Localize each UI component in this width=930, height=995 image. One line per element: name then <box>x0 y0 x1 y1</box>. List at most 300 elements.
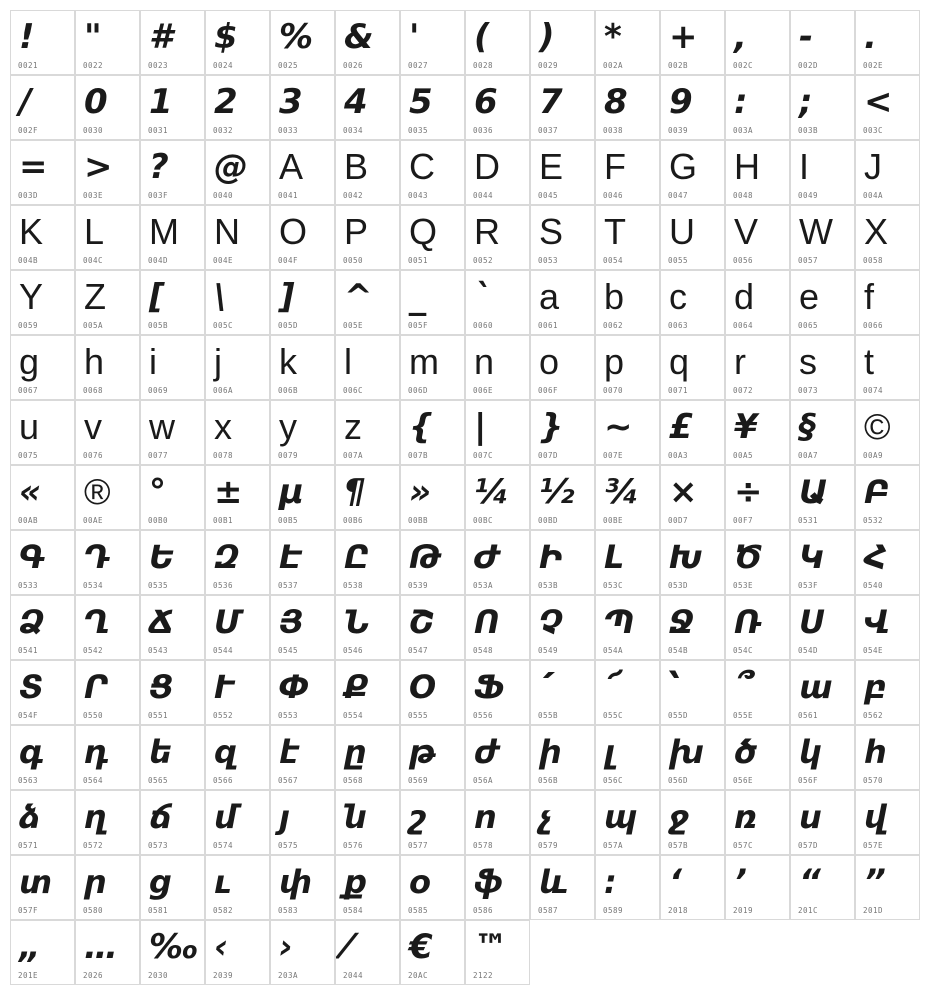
glyph-codepoint: 053A <box>473 581 494 590</box>
glyph-cell <box>595 140 660 205</box>
glyph-char: Վ <box>864 603 890 641</box>
glyph-char: ^ <box>344 277 373 317</box>
glyph-codepoint: 20AC <box>408 971 429 980</box>
glyph-codepoint: 056C <box>603 776 624 785</box>
glyph-cell <box>855 465 920 530</box>
glyph-cell <box>465 75 530 140</box>
glyph-codepoint: 0536 <box>213 581 234 590</box>
glyph-char: D <box>474 146 500 187</box>
glyph-cell <box>10 335 75 400</box>
glyph-codepoint: 0555 <box>408 711 429 720</box>
glyph-char: Զ <box>214 538 241 576</box>
glyph-cell <box>725 530 790 595</box>
glyph-cell <box>335 140 400 205</box>
glyph-cell <box>465 465 530 530</box>
glyph-char: Բ <box>864 473 890 511</box>
glyph-cell <box>335 725 400 790</box>
glyph-char: ® <box>84 471 111 512</box>
glyph-codepoint: 007E <box>603 451 624 460</box>
glyph-char: պ <box>604 798 638 836</box>
glyph-cell <box>270 465 335 530</box>
glyph-codepoint: 0061 <box>538 321 559 330</box>
glyph-char: ! <box>19 17 35 57</box>
glyph-char: s <box>799 341 817 382</box>
glyph-char: ՞ <box>734 668 751 706</box>
glyph-cell <box>725 660 790 725</box>
glyph-cell <box>75 595 140 660</box>
glyph-codepoint: 0041 <box>278 191 299 200</box>
glyph-cell <box>10 855 75 920</box>
glyph-codepoint: 0563 <box>18 776 39 785</box>
glyph-char: U <box>669 211 695 252</box>
glyph-cell <box>790 205 855 270</box>
glyph-cell <box>465 790 530 855</box>
glyph-codepoint: 0063 <box>668 321 689 330</box>
glyph-codepoint: 0574 <box>213 841 234 850</box>
glyph-char: c <box>669 276 687 317</box>
glyph-char: ա <box>799 668 833 706</box>
glyph-cell <box>400 205 465 270</box>
glyph-cell <box>205 790 270 855</box>
glyph-char: h <box>84 341 105 382</box>
glyph-cell <box>140 205 205 270</box>
glyph-char: Ց <box>149 668 174 706</box>
glyph-cell <box>725 205 790 270</box>
glyph-char: օ <box>409 863 432 901</box>
glyph-cell <box>660 660 725 725</box>
glyph-codepoint: 0051 <box>408 256 429 265</box>
glyph-char: Փ <box>279 668 309 706</box>
glyph-char: ¼ <box>474 472 510 512</box>
glyph-codepoint: 0564 <box>83 776 104 785</box>
glyph-codepoint: 2030 <box>148 971 169 980</box>
glyph-cell <box>530 725 595 790</box>
glyph-codepoint: 0587 <box>538 906 559 915</box>
glyph-grid <box>10 10 920 985</box>
glyph-cell <box>140 660 205 725</box>
glyph-cell <box>205 595 270 660</box>
glyph-codepoint: 0539 <box>408 581 429 590</box>
glyph-cell <box>10 400 75 465</box>
glyph-cell <box>725 595 790 660</box>
glyph-cell <box>335 660 400 725</box>
glyph-char: j <box>214 341 222 382</box>
glyph-char: [ <box>149 277 165 317</box>
glyph-codepoint: 0531 <box>798 516 819 525</box>
glyph-char: Ձ <box>19 603 45 641</box>
glyph-codepoint: 0059 <box>18 321 39 330</box>
glyph-char: ` <box>474 277 491 317</box>
glyph-char: ¾ <box>604 472 640 512</box>
glyph-char: i <box>149 341 157 382</box>
glyph-char: J <box>864 146 882 187</box>
glyph-cell <box>10 660 75 725</box>
glyph-char: Չ <box>539 603 564 641</box>
glyph-char: b <box>604 276 625 317</box>
glyph-codepoint: 00B1 <box>213 516 234 525</box>
glyph-codepoint: 0037 <box>538 126 559 135</box>
glyph-codepoint: 0062 <box>603 321 624 330</box>
glyph-codepoint: 0030 <box>83 126 104 135</box>
glyph-cell <box>75 270 140 335</box>
glyph-char: µ <box>279 472 305 512</box>
glyph-char: ս <box>799 798 822 836</box>
glyph-char: ; <box>799 82 813 122</box>
glyph-cell <box>75 855 140 920</box>
glyph-char: Ժ <box>474 538 500 576</box>
glyph-char: է <box>279 733 300 771</box>
glyph-codepoint: 004F <box>278 256 299 265</box>
glyph-char: գ <box>19 733 45 771</box>
glyph-cell <box>660 400 725 465</box>
glyph-codepoint: 004C <box>83 256 104 265</box>
glyph-char: , <box>734 17 747 57</box>
glyph-char: Յ <box>279 603 304 641</box>
glyph-cell <box>75 205 140 270</box>
glyph-cell <box>400 270 465 335</box>
glyph-cell <box>400 920 465 985</box>
glyph-codepoint: 0032 <box>213 126 234 135</box>
glyph-cell <box>725 725 790 790</box>
glyph-cell <box>595 75 660 140</box>
glyph-codepoint: 0585 <box>408 906 429 915</box>
glyph-cell <box>10 530 75 595</box>
glyph-codepoint: 054F <box>18 711 39 720</box>
glyph-char: ՜ <box>604 668 618 706</box>
glyph-char: Կ <box>799 538 825 576</box>
glyph-char: Ր <box>84 668 108 706</box>
glyph-codepoint: 0581 <box>148 906 169 915</box>
glyph-codepoint: 0538 <box>343 581 364 590</box>
glyph-char: Ֆ <box>474 668 505 706</box>
glyph-char: { <box>409 407 434 447</box>
glyph-codepoint: 00B5 <box>278 516 299 525</box>
glyph-cell <box>855 270 920 335</box>
glyph-cell <box>660 790 725 855</box>
glyph-codepoint: 056E <box>733 776 754 785</box>
glyph-cell <box>205 530 270 595</box>
glyph-cell <box>335 75 400 140</box>
glyph-cell <box>335 790 400 855</box>
glyph-codepoint: 002F <box>18 126 39 135</box>
glyph-char: S <box>539 211 564 252</box>
glyph-char: բ <box>864 668 887 706</box>
glyph-char: տ <box>19 863 53 901</box>
glyph-codepoint: 0544 <box>213 646 234 655</box>
glyph-codepoint: 004E <box>213 256 234 265</box>
glyph-codepoint: 006D <box>408 386 429 395</box>
glyph-char: ™ <box>474 927 508 967</box>
glyph-codepoint: 0064 <box>733 321 754 330</box>
glyph-char: . <box>864 17 877 57</box>
glyph-codepoint: 006F <box>538 386 559 395</box>
glyph-char: r <box>734 341 746 382</box>
glyph-cell <box>465 400 530 465</box>
glyph-char: յ <box>279 798 290 836</box>
glyph-char: հ <box>864 733 887 771</box>
glyph-codepoint: 003E <box>83 191 104 200</box>
glyph-codepoint: 0071 <box>668 386 689 395</box>
glyph-cell <box>595 790 660 855</box>
glyph-cell <box>465 855 530 920</box>
glyph-char: ? <box>149 147 169 187</box>
glyph-cell <box>790 790 855 855</box>
glyph-codepoint: 0552 <box>213 711 234 720</box>
glyph-char: P <box>344 211 369 252</box>
glyph-cell <box>205 400 270 465</box>
glyph-codepoint: 055D <box>668 711 689 720</box>
glyph-cell <box>530 400 595 465</box>
glyph-char: ։ <box>604 863 617 901</box>
glyph-cell <box>270 205 335 270</box>
glyph-char: ի <box>539 733 562 771</box>
glyph-cell <box>465 660 530 725</box>
glyph-cell <box>595 725 660 790</box>
glyph-char: % <box>279 17 314 57</box>
glyph-char: ± <box>214 472 243 512</box>
glyph-char: Թ <box>409 538 442 576</box>
glyph-char: _ <box>409 277 426 317</box>
glyph-codepoint: 201D <box>863 906 884 915</box>
glyph-codepoint: 053B <box>538 581 559 590</box>
glyph-char: ռ <box>734 798 758 836</box>
glyph-char: “ <box>799 862 821 902</box>
glyph-codepoint: 0050 <box>343 256 364 265</box>
glyph-char: Ը <box>344 538 370 576</box>
glyph-char: < <box>864 82 893 122</box>
glyph-codepoint: 00AB <box>18 516 39 525</box>
glyph-cell <box>660 140 725 205</box>
glyph-cell <box>10 10 75 75</box>
glyph-char: զ <box>214 733 237 771</box>
glyph-char: … <box>84 927 118 967</box>
glyph-cell <box>270 335 335 400</box>
glyph-cell <box>595 10 660 75</box>
glyph-cell <box>790 270 855 335</box>
glyph-codepoint: 00A7 <box>798 451 819 460</box>
glyph-codepoint: 201C <box>798 906 819 915</box>
glyph-cell <box>140 10 205 75</box>
glyph-cell <box>855 660 920 725</box>
glyph-codepoint: 0562 <box>863 711 884 720</box>
glyph-cell <box>270 855 335 920</box>
glyph-char: 6 <box>474 82 498 122</box>
glyph-char: Ղ <box>84 603 110 641</box>
glyph-codepoint: 0565 <box>148 776 169 785</box>
glyph-codepoint: 005A <box>83 321 104 330</box>
glyph-char: կ <box>799 733 822 771</box>
glyph-char: + <box>669 17 698 57</box>
glyph-cell <box>400 400 465 465</box>
glyph-char: ) <box>539 17 555 57</box>
glyph-char: A <box>279 146 304 187</box>
glyph-cell <box>400 10 465 75</box>
glyph-char: H <box>734 146 760 187</box>
glyph-cell <box>270 530 335 595</box>
glyph-cell <box>10 140 75 205</box>
glyph-codepoint: 0540 <box>863 581 884 590</box>
glyph-cell <box>465 205 530 270</box>
glyph-cell <box>205 140 270 205</box>
glyph-cell <box>790 140 855 205</box>
glyph-codepoint: 0054 <box>603 256 624 265</box>
glyph-char: w <box>149 406 175 447</box>
glyph-char: ղ <box>84 798 107 836</box>
glyph-codepoint: 2019 <box>733 906 754 915</box>
glyph-codepoint: 00D7 <box>668 516 689 525</box>
glyph-codepoint: 0073 <box>798 386 819 395</box>
glyph-char: ¶ <box>344 472 366 512</box>
glyph-codepoint: 0542 <box>83 646 104 655</box>
glyph-codepoint: 0584 <box>343 906 364 915</box>
glyph-codepoint: 0543 <box>148 646 169 655</box>
glyph-char: m <box>409 341 439 382</box>
glyph-char: @ <box>214 147 248 187</box>
glyph-codepoint: 0028 <box>473 61 494 70</box>
glyph-codepoint: 0031 <box>148 126 169 135</box>
glyph-cell <box>790 855 855 920</box>
glyph-char: ” <box>864 862 886 902</box>
glyph-cell <box>660 270 725 335</box>
glyph-cell <box>855 400 920 465</box>
glyph-char: " <box>84 17 102 57</box>
glyph-cell <box>465 595 530 660</box>
glyph-cell <box>75 10 140 75</box>
glyph-cell <box>270 270 335 335</box>
glyph-cell <box>660 855 725 920</box>
glyph-codepoint: 0553 <box>278 711 299 720</box>
glyph-cell <box>400 140 465 205</box>
glyph-char: / <box>19 82 32 122</box>
glyph-char: 9 <box>669 82 693 122</box>
glyph-char: Z <box>84 276 106 317</box>
glyph-cell <box>75 465 140 530</box>
glyph-codepoint: 053F <box>798 581 819 590</box>
glyph-char: ⁄ <box>344 927 350 967</box>
glyph-cell <box>530 855 595 920</box>
glyph-codepoint: 0556 <box>473 711 494 720</box>
glyph-cell <box>10 270 75 335</box>
glyph-char: Լ <box>604 538 624 576</box>
glyph-cell <box>205 920 270 985</box>
glyph-codepoint: 00F7 <box>733 516 754 525</box>
glyph-cell <box>400 725 465 790</box>
glyph-char: Օ <box>409 668 437 706</box>
glyph-char: ձ <box>19 798 41 836</box>
glyph-char: l <box>344 341 352 382</box>
glyph-codepoint: 00BC <box>473 516 494 525</box>
glyph-codepoint: 2044 <box>343 971 364 980</box>
glyph-codepoint: 203A <box>278 971 299 980</box>
glyph-cell <box>10 465 75 530</box>
glyph-cell <box>790 75 855 140</box>
glyph-char: Դ <box>84 538 111 576</box>
glyph-codepoint: 006C <box>343 386 364 395</box>
glyph-char: ’ <box>734 862 747 902</box>
glyph-codepoint: 003D <box>18 191 39 200</box>
glyph-codepoint: 0568 <box>343 776 364 785</box>
glyph-char: 0 <box>84 82 108 122</box>
glyph-cell <box>465 530 530 595</box>
glyph-codepoint: 006E <box>473 386 494 395</box>
glyph-codepoint: 054A <box>603 646 624 655</box>
glyph-codepoint: 0069 <box>148 386 169 395</box>
glyph-codepoint: 0582 <box>213 906 234 915</box>
glyph-char: 5 <box>409 82 433 122</box>
glyph-cell <box>205 855 270 920</box>
glyph-codepoint: 006B <box>278 386 299 395</box>
glyph-cell <box>790 660 855 725</box>
glyph-char: v <box>84 406 102 447</box>
glyph-codepoint: 2018 <box>668 906 689 915</box>
glyph-cell <box>660 530 725 595</box>
glyph-cell <box>855 790 920 855</box>
glyph-char: f <box>864 276 875 317</box>
glyph-cell <box>335 920 400 985</box>
glyph-char: Ս <box>799 603 825 641</box>
glyph-codepoint: 2122 <box>473 971 494 980</box>
glyph-cell <box>140 530 205 595</box>
glyph-codepoint: 054E <box>863 646 884 655</box>
glyph-codepoint: 0057 <box>798 256 819 265</box>
glyph-cell <box>790 725 855 790</box>
glyph-char: £ <box>669 407 693 447</box>
glyph-cell <box>270 660 335 725</box>
glyph-char: 2 <box>214 82 238 122</box>
glyph-codepoint: 055B <box>538 711 559 720</box>
glyph-codepoint: 0532 <box>863 516 884 525</box>
glyph-codepoint: 0055 <box>668 256 689 265</box>
glyph-char: T <box>604 211 626 252</box>
glyph-char: W <box>799 211 833 252</box>
glyph-char: Շ <box>409 603 435 641</box>
glyph-cell <box>400 595 465 660</box>
glyph-codepoint: 0075 <box>18 451 39 460</box>
glyph-codepoint: 0569 <box>408 776 429 785</box>
glyph-cell <box>140 75 205 140</box>
glyph-cell <box>855 75 920 140</box>
glyph-codepoint: 0070 <box>603 386 624 395</box>
glyph-codepoint: 0042 <box>343 191 364 200</box>
glyph-codepoint: 0074 <box>863 386 884 395</box>
glyph-codepoint: 0570 <box>863 776 884 785</box>
glyph-char: F <box>604 146 626 187</box>
glyph-cell <box>140 790 205 855</box>
glyph-codepoint: 056A <box>473 776 494 785</box>
glyph-cell <box>790 335 855 400</box>
glyph-char: ~ <box>604 407 633 447</box>
glyph-codepoint: 005F <box>408 321 429 330</box>
glyph-char: y <box>279 406 297 447</box>
glyph-cell <box>725 10 790 75</box>
glyph-cell <box>660 595 725 660</box>
glyph-cell <box>10 920 75 985</box>
glyph-cell <box>725 75 790 140</box>
glyph-char: > <box>84 147 113 187</box>
glyph-char: Մ <box>214 603 242 641</box>
glyph-cell <box>400 530 465 595</box>
glyph-char: « <box>19 472 42 512</box>
glyph-char: L <box>84 211 105 252</box>
glyph-char: 1 <box>149 82 173 122</box>
glyph-cell <box>10 75 75 140</box>
glyph-cell <box>530 465 595 530</box>
glyph-char: Q <box>409 211 438 252</box>
glyph-cell <box>270 140 335 205</box>
glyph-char: ո <box>474 798 497 836</box>
glyph-char: շ <box>409 798 427 836</box>
glyph-codepoint: 0567 <box>278 776 299 785</box>
